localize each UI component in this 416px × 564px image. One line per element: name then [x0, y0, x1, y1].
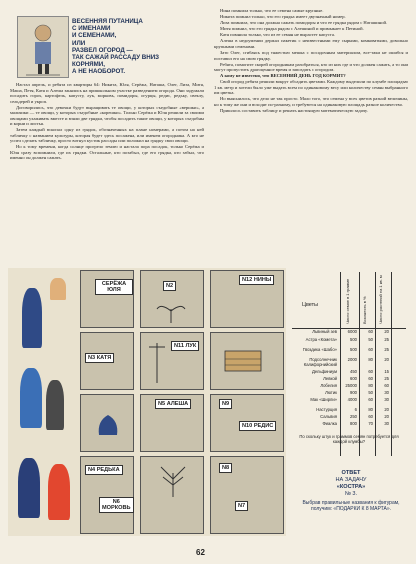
flower-name: Дельфиниум	[311, 369, 337, 374]
flower-name: Сальвия	[320, 414, 337, 419]
cell: 20	[384, 414, 389, 419]
paragraph: Ребята, помогите скорей огородникам разобраться, кто из них где и что должен сажать, а то они могут пропустить драгоценное время и запоздать с огородом.	[214, 61, 408, 73]
cell: 50	[368, 390, 373, 395]
paragraph: Лиза помнила, что она должна сажать помидоры и что ее грядка рядом с Наташиной.	[220, 20, 388, 26]
flower-seed-table	[292, 272, 406, 458]
garden-plot	[140, 394, 204, 452]
cell: 2000	[347, 357, 357, 362]
seed-bag-icon	[95, 411, 121, 437]
garden-plot	[210, 394, 284, 452]
paragraph: Митя помнил, что его грядка рядом с Алешиной и примыкает к Петиной.	[220, 26, 364, 32]
right-text-column	[214, 8, 408, 114]
heading-line: РАЗВЕЛ ОГОРОД —	[72, 46, 133, 54]
cell: 500	[350, 347, 357, 352]
cell: 4000	[347, 397, 357, 402]
flower-name: Львиный зев	[312, 329, 337, 334]
child-figure	[46, 380, 64, 430]
answer-line: «КОСТРА»	[336, 484, 366, 490]
paragraph: Катя помнила только, что из ее семян не вырастет капуста.	[220, 32, 336, 38]
heading-line: С ИМЕНАМИ	[72, 25, 111, 33]
column-header: Число растений на 1 кв. м	[378, 275, 383, 324]
table-row	[292, 358, 406, 366]
garden-plot	[80, 332, 134, 390]
cell: 50	[368, 337, 373, 342]
plot-sign: N12 НИНЫ	[239, 275, 274, 285]
table-question: По скольку штук и граммов семян потребуется для каждой клумбы?	[299, 434, 399, 444]
plot-sign: N11 ЛУК	[171, 341, 199, 351]
flower-name: Настурция	[316, 407, 337, 412]
garden-plot	[210, 270, 284, 328]
child-figure	[48, 464, 70, 520]
seed-crate-icon	[223, 347, 263, 375]
garden-plot	[80, 394, 134, 452]
flower-name: Астра «Комета»	[305, 337, 337, 342]
column-header: Цветы	[302, 302, 318, 308]
paragraph: Затем каждый вскопал одну из грядок, обозначенных на плане номерами, а потом на ней табличку с названием культуры, которая будет здесь посажена, или именем огородника. А кто не успел сделать табличку, просто вотнул кустик рассады или положил на грядку свои овощи.	[10, 127, 204, 144]
cell: 20	[384, 407, 389, 412]
child-figure	[22, 288, 42, 348]
cell: 450	[350, 369, 357, 374]
garden-plot	[80, 456, 134, 534]
answer-line: Выбрав правильные названия к фигурам, получим: «ПОДАРКИ К 8 МАРТА».	[302, 500, 400, 513]
cell: 30	[384, 397, 389, 402]
cell: 60	[384, 383, 389, 388]
rake-icon	[145, 343, 169, 383]
garden-plot	[140, 456, 204, 534]
plant-icon	[153, 463, 193, 497]
cell: 80	[368, 357, 373, 362]
garden-plot	[210, 456, 284, 534]
article-heading	[72, 18, 212, 76]
cell: 900	[350, 390, 357, 395]
cell: 60	[368, 397, 373, 402]
flower-name: Левкой	[323, 376, 337, 381]
column-header: Число семян в 1 грамме	[345, 278, 350, 324]
plot-sign: N10 РЕДИС	[239, 421, 276, 431]
cell: 25	[384, 347, 389, 352]
table-row	[292, 422, 406, 430]
heading-illustration	[17, 16, 69, 78]
heading-line: И СЕМЕНАМИ,	[72, 32, 117, 40]
flower-name: Лютик	[325, 390, 337, 395]
cell: 800	[350, 421, 357, 426]
child-figure	[18, 458, 40, 518]
table-header	[292, 272, 406, 329]
plot-sign: N6 МОРКОВЬ	[99, 497, 134, 513]
cell: 80	[368, 407, 373, 412]
cell: 60	[368, 347, 373, 352]
flower-name: Фиалка	[322, 421, 337, 426]
cell: 25	[384, 376, 389, 381]
garden-illustration	[8, 268, 286, 536]
answer-line: НА ЗАДАЧУ	[335, 477, 367, 483]
flower-name: Мак «Ширли»	[310, 397, 337, 402]
left-text-column	[10, 82, 204, 161]
plot-sign: СЕРЁЖА ЮЛЯ	[95, 279, 133, 295]
cell: 600	[350, 376, 357, 381]
cell: 80	[368, 383, 373, 388]
paragraph: Нина помнила только, что ее семена самые крупные.	[220, 8, 324, 13]
flower-name: Подсолнечник Калифорнийский	[303, 357, 337, 367]
plot-sign: N7	[235, 501, 248, 511]
paragraph: Договорились, что девочки будут выращивать те овощи, у которых съедобные «вершки», а мальчики — те овощи, у которых съедобные «корешки». Только Серёжа и Юля решили за своими овощами ухаживать вместе и взяли две грядки, чтобы посадить такие овощи, у которых съедобны и корни и листья.	[10, 104, 204, 127]
cell: 60	[368, 329, 373, 334]
table-row	[292, 398, 406, 406]
cell: 20	[384, 357, 389, 362]
paragraph: Но к тому времени, когда солнце прогрело землю и настала пора посадок, только Серёжа и Юля сразу вспомнили, где их грядки. Остальные, кто позабыл, где его грядка, кто забыл, что именно он должен сажать.	[10, 144, 204, 161]
heading-line: ТАК САЖАЙ РАССАДУ ВНИЗ	[72, 54, 160, 62]
heading-line: ИЛИ	[72, 39, 86, 47]
garden-plot	[140, 270, 204, 328]
cell: 500	[350, 337, 357, 342]
heading-line: ВЕСЕННЯЯ ПУТАНИЦА	[72, 18, 143, 25]
plot-sign: N2	[163, 281, 176, 291]
article-heading-block	[8, 8, 206, 78]
flower-name: Гвоздика «Шабо»	[302, 347, 337, 352]
cell: 250	[350, 414, 357, 419]
cell: 60	[368, 414, 373, 419]
cell: 60	[368, 369, 373, 374]
cell: 70	[368, 421, 373, 426]
cell: 25000	[345, 383, 357, 388]
plot-sign: N3 КАТЯ	[85, 353, 114, 363]
paragraph: Зато Олег, сгибаясь под тяжестью мешка с посадочным материалом, все-таки не ошибся и поставил его на свою грядку.	[214, 50, 408, 61]
column-header: Всхожесть в %	[362, 296, 367, 324]
paragraph: Свой огород ребята решили вокруг обсадить цветами. Каждому выделили по клумбе площадью 1 кв. метр и хотели было уже выдать всем по одинаковому весу или количеству семян выбранного им цветка.	[214, 79, 408, 96]
paragraph: Алеша в недоумении держал пакетик с неизвестными ему сырыми, комковатыми, довольно крупными семенами.	[214, 38, 408, 49]
cell: 15	[384, 369, 389, 374]
cell: 30	[384, 421, 389, 426]
cell: 25	[384, 337, 389, 342]
paragraph: Никита помнил только, что его грядка имеет двузначный номер.	[220, 14, 346, 20]
answer-line: ОТВЕТ	[341, 470, 361, 476]
seedling-icon	[151, 301, 191, 323]
garden-plot	[140, 332, 204, 390]
child-figure	[50, 278, 66, 300]
paragraph: А кому не известно, что ВЕСЕННИЙ ДЕНЬ ГОД КОРМИТ?	[220, 73, 346, 79]
paragraph: Пришлось составить таблицу и решать настоящую математическую задачу.	[220, 108, 368, 114]
cell: 20	[384, 329, 389, 334]
page-number: 62	[196, 548, 205, 557]
cell: 30	[384, 390, 389, 395]
garden-plot	[210, 332, 284, 390]
table-row	[292, 338, 406, 346]
paragraph: Но выяснилось, что дело не так просто. Мало того, что семена у всех цветов разной величины, но к тому же они и всходят по-разному, и требуются на одинаковую площадь разное количество.	[214, 96, 408, 107]
plot-sign: N4 РЕДЬКА	[85, 465, 123, 475]
cell: 6	[354, 407, 357, 412]
table-row	[292, 348, 406, 356]
paragraph: Настал апрель, и ребята из квартиры 64: Никита, Юля, Серёжа, Наташа, Олег, Лиза, Митя, Маша, Петя, Катя и Алеша занялись на пришкольном участке разведением огорода. Они задумали посадить горох, картофель, капусту, лук, морковь, помидоры, огурцы, редис, редьку, свеклу, сельдерей и укроп.	[10, 82, 204, 104]
plot-sign: N5 АЛЕША	[155, 399, 191, 409]
plot-sign: N9	[219, 399, 232, 409]
plot-sign: N8	[219, 463, 232, 473]
cell: 60	[368, 376, 373, 381]
heading-line: КОРНЯМИ,	[72, 61, 105, 69]
answer-block	[296, 470, 406, 513]
cell: 6000	[347, 329, 357, 334]
child-figure	[20, 368, 42, 428]
flower-name: Лобелия	[320, 383, 337, 388]
heading-line: А НЕ НАОБОРОТ.	[72, 68, 126, 76]
answer-line: № 3.	[344, 491, 358, 497]
garden-plot	[80, 270, 134, 328]
